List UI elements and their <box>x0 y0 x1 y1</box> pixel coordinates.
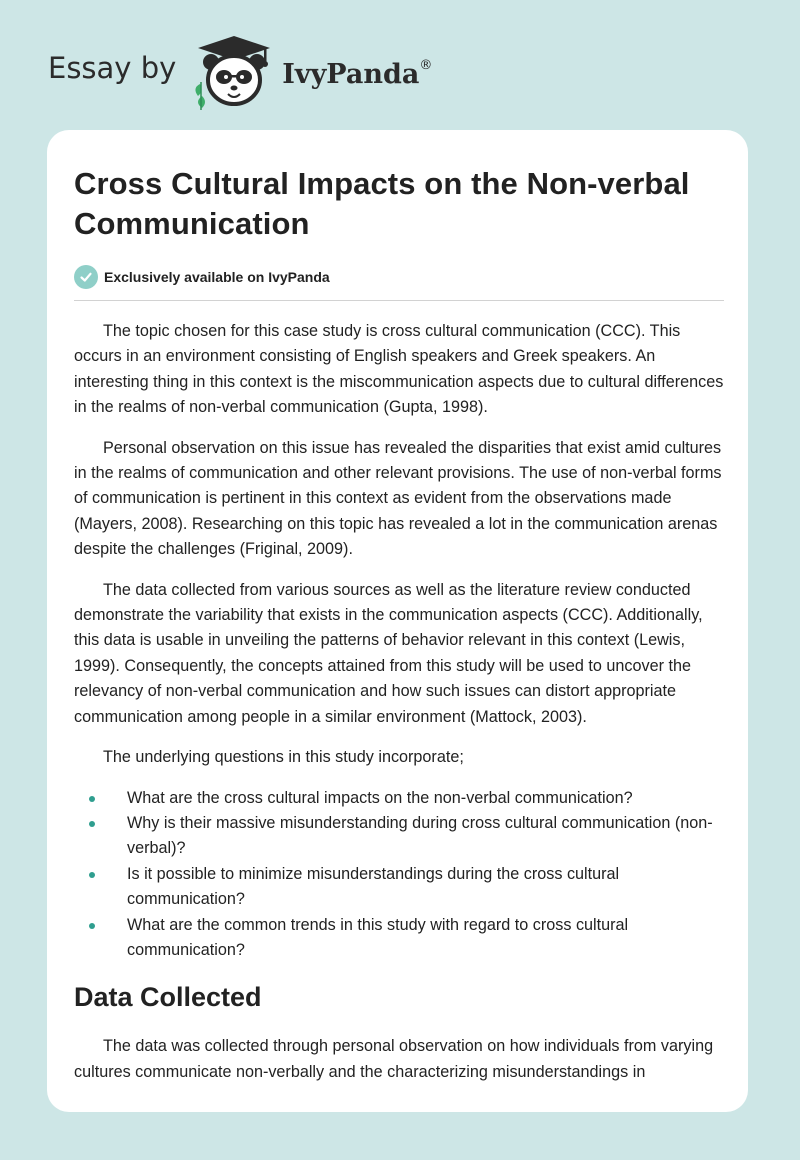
exclusive-badge <box>74 264 724 290</box>
list-item: What are the common trends in this study with regard to cross cultural communication? <box>74 913 724 964</box>
checkmark-icon <box>74 265 98 289</box>
body-paragraph: The data collected from various sources as well as the literature review conducted demonstrate the variability that exists in the communication aspects (CCC). Additionally, this data is usable in unveiling the patterns of behavior relevant in this context (Lewis, 1999). Consequently, the concepts attained from this study will be used to uncover the relevancy of non-verbal communication and how such issues can distort appropriate communication among people in a similar environment (Mattock, 2003). <box>74 580 703 726</box>
list-item: What are the cross cultural impacts on the non-verbal communication? <box>74 786 724 811</box>
essay-title: Cross Cultural Impacts on the Non-verbal Communication <box>74 166 690 241</box>
body-paragraph: The topic chosen for this case study is cross cultural communication (CCC). This occurs in an environment consisting of English speakers and Greek speakers. An interesting thing in this context is the miscommunication aspects due to cultural differences in the realms of non-verbal communication (Gupta, 1998). <box>74 322 724 417</box>
registered-mark: ® <box>419 58 433 73</box>
exclusive-label: Exclusively available on IvyPanda <box>104 269 330 285</box>
body-paragraph: The data was collected through personal observation on how individuals from varying cultures communicate non-verbally and the characterizing misunderstandings in <box>74 1037 714 1081</box>
questions-list <box>74 786 724 964</box>
body-paragraph: The underlying questions in this study incorporate; <box>103 748 464 767</box>
essay-card <box>47 130 748 1112</box>
section-heading: Data Collected <box>74 982 262 1013</box>
list-item: Is it possible to minimize misunderstandings during the cross cultural communication? <box>74 862 724 913</box>
essay-content <box>74 164 724 1085</box>
ivypanda-logo-icon[interactable] <box>190 34 278 110</box>
site-header <box>48 34 432 110</box>
brand-name[interactable]: IvyPanda® <box>282 58 433 90</box>
list-item: Why is their massive misunderstanding during cross cultural communication (non-verbal)? <box>74 811 724 862</box>
divider <box>74 300 724 301</box>
essay-by-label: Essay by <box>48 51 177 85</box>
body-paragraph: Personal observation on this issue has revealed the disparities that exist amid cultures in the realms of communication and other relevant provisions. The use of non-verbal forms of communication is pertinent in this context as evident from the observations made (Mayers, 2008). Researching on this topic has revealed a lot in the communication arenas despite the challenges (Friginal, 2009). <box>74 438 722 559</box>
